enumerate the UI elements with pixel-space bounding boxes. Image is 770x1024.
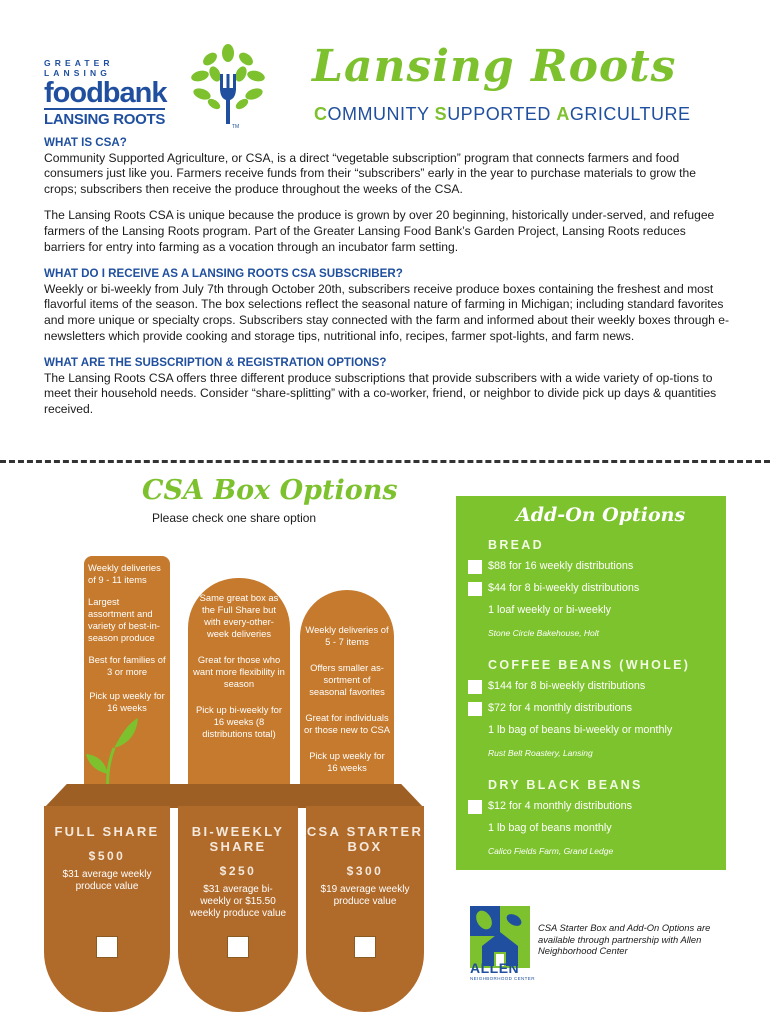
full-share-box [44,806,170,1012]
foodbank-name: foodbank [44,77,167,109]
detail-text: Best for families of 3 or more [88,654,166,677]
coffee-biweekly-checkbox[interactable] [468,680,482,694]
subtitle-s: S [434,104,448,124]
addon-options-panel [456,496,726,870]
biweekly-share-price: $250 [219,864,257,878]
beans-heading: DRY BLACK BEANS [488,778,643,792]
foodbank-subtitle: LANSING ROOTS [44,108,165,128]
coffee-monthly-checkbox[interactable] [468,702,482,716]
detail-text: Largest assortment and variety of best-in-season produce [88,596,160,643]
subtitle-upported: UPPORTED [447,104,557,124]
beans-option: $12 for 4 monthly distributions [488,800,633,812]
biweekly-share-name: BI-WEEKLY SHARE [191,824,285,854]
detail-text: Great for those who want more flexibility in season [193,654,285,689]
dashed-divider [0,460,770,463]
subtitle-ommunity: OMMUNITY [327,104,435,124]
subtitle-a: A [556,104,570,124]
heading-what-is-csa: WHAT IS CSA? [44,136,127,149]
biweekly-share-details [188,578,290,786]
biweekly-share-value: $31 average bi-weekly or $15.50 weekly produce value [189,884,287,919]
csa-box-options-title: CSA Box Options [142,475,398,506]
starter-box-price: $300 [346,864,384,878]
coffee-option: $144 for 8 bi-weekly distributions [488,680,646,692]
detail-text: Pick up weekly for 16 weeks [309,750,385,773]
foodbank-logo [44,58,184,129]
bread-option: $44 for 8 bi-weekly distributions [488,582,640,594]
starter-box [306,806,424,1012]
coffee-heading: COFFEE BEANS (WHOLE) [488,658,691,672]
intro-text [44,135,730,429]
lansing-roots-title: Lansing Roots [312,41,677,92]
detail-text: Weekly deliveries of 5 - 7 items [305,624,389,647]
beans-detail: 1 lb bag of beans monthly [488,822,612,834]
detail-text: Great for individuals or those new to CSA [304,712,390,735]
paragraph-receive: Weekly or bi-weekly from July 7th through October 20th, subscribers receive produce boxes containing the freshest and most flavorful items of the season. The box selections reflect the seasonal nature of farming in Michigan; including standard favorites and more unique or specialty crops. Subscribers stay connected with the farm and informed about their weekly boxes through e-newsletters which provide cooking and storage tips, nutritional info, recipes, farmer spot-lights, and farm news. [44,281,730,343]
box-ledge [44,784,424,808]
full-share-name: FULL SHARE [54,824,160,839]
csa-subtitle [314,104,691,125]
heading-what-do-i-receive: WHAT DO I RECEIVE AS A LANSING ROOTS CSA SUBSCRIBER? [44,267,403,281]
subtitle-c: C [314,104,328,124]
allen-partnership-note: CSA Starter Box and Add-On Options are available through partnership with Allen Neighborhood Center [538,922,711,956]
bread-source: Stone Circle Bakehouse, Holt [488,628,600,638]
allen-name: ALLEN [470,960,520,976]
tree-fork-icon [188,44,268,128]
bread-option: $88 for 16 weekly distributions [488,560,634,572]
paragraph-lansing-roots: The Lansing Roots CSA is unique because the produce is grown by over 20 beginning, historically under-served, and refugee farmers of the Lansing Roots program. Part of the Greater Lansing Food Bank’s Garden Project, Lansing Roots reduces barriers for entry into farming as a vocation through an incubator farm setting. [44,208,715,254]
starter-box-value: $19 average weekly produce value [320,884,410,907]
trademark: TM [232,124,240,128]
coffee-source: Rust Belt Roastery, Lansing [488,748,593,758]
allen-subtitle: NEIGHBORHOOD CENTER [470,976,535,981]
beans-source: Calico Fields Farm, Grand Ledge [488,846,614,856]
bread-heading: BREAD [488,538,544,552]
coffee-option: $72 for 4 monthly distributions [488,702,633,714]
heading-subscription-options: WHAT ARE THE SUBSCRIPTION & REGISTRATION OPTIONS? [44,356,387,370]
paragraph-subscription: The Lansing Roots CSA offers three different produce subscriptions that provide subscribers with a wide variety of op-tions to meet their household needs. Consider “share-splitting” with a co-worker, friend, or neighbor to divide pick up days & quantities received. [44,370,717,416]
bread-biweekly-checkbox[interactable] [468,582,482,596]
bread-weekly-checkbox[interactable] [468,560,482,574]
detail-text: Pick up weekly for 16 weeks [89,690,165,713]
full-share-checkbox[interactable] [96,936,118,958]
check-share-note: Please check one share option [152,511,317,525]
detail-text: Same great box as the Full Share but with every-other-week deliveries [199,592,279,639]
biweekly-share-box [178,806,298,1012]
starter-box-checkbox[interactable] [354,936,376,958]
subtitle-griculture: GRICULTURE [569,104,691,124]
addon-options-title: Add-On Options [516,504,686,526]
beans-monthly-checkbox[interactable] [468,800,482,814]
detail-text: Weekly deliveries of 9 - 11 items [88,562,161,585]
paragraph-csa-definition: Community Supported Agriculture, or CSA, is a direct “vegetable subscription” program that connects farmers and food consumers just like you. Farmers receive funds from their “subscribers” early in the year to purchase materials to grow the crops; subscribers then receive the produce throughout the weeks of the CSA. [44,150,696,196]
detail-text: Pick up bi-weekly for 16 weeks (8 distributions total) [196,704,282,739]
starter-box-details [300,590,394,786]
foodbank-top-text: GREATER LANSING [44,58,114,78]
starter-box-name: CSA STARTER BOX [306,824,424,854]
biweekly-share-checkbox[interactable] [227,936,249,958]
full-share-value: $31 average weekly produce value [62,869,152,892]
bread-detail: 1 loaf weekly or bi-weekly [488,604,612,616]
full-share-price: $500 [88,849,126,863]
detail-text: Offers smaller as-sortment of seasonal favorites [309,662,385,697]
coffee-detail: 1 lb bag of beans bi-weekly or monthly [488,724,673,736]
